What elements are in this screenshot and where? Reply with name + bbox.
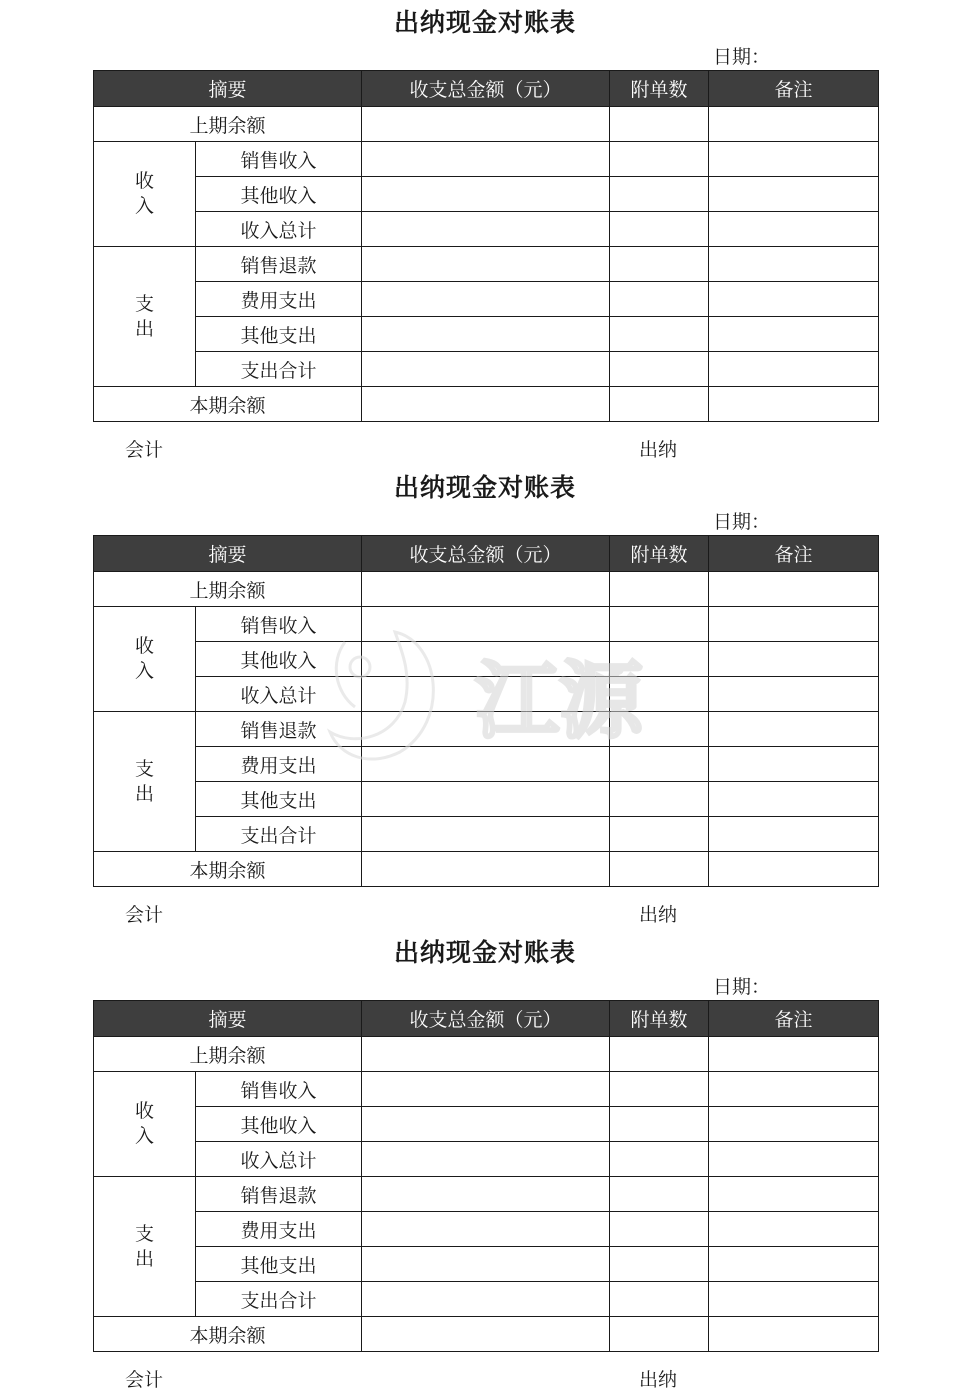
reconciliation-table: [93, 70, 879, 422]
table-row: [94, 212, 879, 247]
remarks-cell[interactable]: [709, 1107, 879, 1142]
row-label-other-expense: 其他支出: [196, 1247, 362, 1282]
table-row: [94, 1282, 879, 1317]
row-label-expense-total: 支出合计: [196, 1282, 362, 1317]
attachment-cell[interactable]: [610, 177, 709, 212]
remarks-cell[interactable]: [709, 142, 879, 177]
watermark-logo: [300, 612, 700, 772]
amount-cell[interactable]: [362, 1142, 610, 1177]
table-row: [94, 1072, 879, 1107]
amount-cell[interactable]: [362, 142, 610, 177]
remarks-cell[interactable]: [709, 642, 879, 677]
table-row: [94, 1317, 879, 1352]
group-label-expense: 支 出: [94, 712, 196, 852]
row-label-sales-income: 销售收入: [196, 1072, 362, 1107]
remarks-cell[interactable]: [709, 247, 879, 282]
header-summary: 摘要: [94, 71, 362, 107]
row-label-closing-balance: 本期余额: [94, 387, 362, 422]
cashier-signature-label: 出纳: [639, 904, 678, 926]
amount-cell[interactable]: [362, 317, 610, 352]
row-label-closing-balance: 本期余额: [94, 852, 362, 887]
amount-cell[interactable]: [362, 387, 610, 422]
accountant-signature-label: 会计: [125, 1369, 164, 1391]
row-label-fee-expense: 费用支出: [196, 1212, 362, 1247]
attachment-cell[interactable]: [610, 1037, 709, 1072]
remarks-cell[interactable]: [709, 1247, 879, 1282]
attachment-cell[interactable]: [610, 852, 709, 887]
table-row: [94, 177, 879, 212]
remarks-cell[interactable]: [709, 212, 879, 247]
table-row: [94, 142, 879, 177]
remarks-cell[interactable]: [709, 607, 879, 642]
row-label-sales-income: 销售收入: [196, 607, 362, 642]
row-label-other-expense: 其他支出: [196, 317, 362, 352]
remarks-cell[interactable]: [709, 317, 879, 352]
table-header-row: [94, 536, 879, 572]
table-row: [94, 572, 879, 607]
attachment-cell[interactable]: [610, 247, 709, 282]
row-label-other-income: 其他收入: [196, 1107, 362, 1142]
attachment-cell[interactable]: [610, 387, 709, 422]
header-attachment-count: 附单数: [610, 71, 709, 107]
remarks-cell[interactable]: [709, 1212, 879, 1247]
remarks-cell[interactable]: [709, 852, 879, 887]
table-row: [94, 317, 879, 352]
amount-cell[interactable]: [362, 852, 610, 887]
table-row: [94, 1247, 879, 1282]
group-label-expense: 支 出: [94, 247, 196, 387]
table-row: [94, 352, 879, 387]
row-label-sales-income: 销售收入: [196, 142, 362, 177]
reconciliation-table: [93, 1000, 879, 1352]
amount-cell[interactable]: [362, 212, 610, 247]
amount-cell[interactable]: [362, 572, 610, 607]
row-label-fee-expense: 费用支出: [196, 282, 362, 317]
sheet-title: 出纳现金对账表: [393, 8, 576, 37]
attachment-cell[interactable]: [610, 107, 709, 142]
attachment-cell[interactable]: [610, 317, 709, 352]
attachment-cell[interactable]: [610, 1317, 709, 1352]
attachment-cell[interactable]: [610, 1177, 709, 1212]
amount-cell[interactable]: [362, 1247, 610, 1282]
amount-cell[interactable]: [362, 1107, 610, 1142]
attachment-cell[interactable]: [610, 1142, 709, 1177]
attachment-cell[interactable]: [610, 1107, 709, 1142]
remarks-cell[interactable]: [709, 1037, 879, 1072]
amount-cell[interactable]: [362, 1072, 610, 1107]
row-label-sales-refund: 销售退款: [196, 1177, 362, 1212]
amount-cell[interactable]: [362, 1317, 610, 1352]
table-row: [94, 1107, 879, 1142]
amount-cell[interactable]: [362, 247, 610, 282]
table-row: [94, 817, 879, 852]
attachment-cell[interactable]: [610, 1282, 709, 1317]
attachment-cell[interactable]: [610, 782, 709, 817]
remarks-cell[interactable]: [709, 747, 879, 782]
row-label-opening-balance: 上期余额: [94, 107, 362, 142]
remarks-cell[interactable]: [709, 387, 879, 422]
amount-cell[interactable]: [362, 1177, 610, 1212]
header-attachment-count: 附单数: [610, 536, 709, 572]
header-total-amount: 收支总金额（元）: [362, 1001, 610, 1037]
table-row: [94, 1177, 879, 1212]
header-summary: 摘要: [94, 1001, 362, 1037]
attachment-cell[interactable]: [610, 352, 709, 387]
amount-cell[interactable]: [362, 1212, 610, 1247]
table-row: [94, 1212, 879, 1247]
remarks-cell[interactable]: [709, 782, 879, 817]
row-label-expense-total: 支出合计: [196, 817, 362, 852]
row-label-fee-expense: 费用支出: [196, 747, 362, 782]
amount-cell[interactable]: [362, 282, 610, 317]
watermark-text: 江源: [475, 652, 644, 750]
header-attachment-count: 附单数: [610, 1001, 709, 1037]
row-label-other-expense: 其他支出: [196, 782, 362, 817]
remarks-cell[interactable]: [709, 712, 879, 747]
remarks-cell[interactable]: [709, 1142, 879, 1177]
group-label-expense: 支 出: [94, 1177, 196, 1317]
attachment-cell[interactable]: [610, 572, 709, 607]
header-remarks: 备注: [709, 1001, 879, 1037]
cashier-signature-label: 出纳: [639, 1369, 678, 1391]
attachment-cell[interactable]: [610, 1072, 709, 1107]
accountant-signature-label: 会计: [125, 439, 164, 461]
header-total-amount: 收支总金额（元）: [362, 71, 610, 107]
remarks-cell[interactable]: [709, 282, 879, 317]
group-label-income: 收 入: [94, 142, 196, 247]
table-header-row: [94, 71, 879, 107]
attachment-cell[interactable]: [610, 817, 709, 852]
remarks-cell[interactable]: [709, 572, 879, 607]
amount-cell[interactable]: [362, 1037, 610, 1072]
row-label-income-total: 收入总计: [196, 1142, 362, 1177]
cashier-signature-label: 出纳: [639, 439, 678, 461]
header-total-amount: 收支总金额（元）: [362, 536, 610, 572]
table-row: [94, 782, 879, 817]
table-row: [94, 282, 879, 317]
attachment-cell[interactable]: [610, 142, 709, 177]
row-label-opening-balance: 上期余额: [94, 1037, 362, 1072]
row-label-income-total: 收入总计: [196, 677, 362, 712]
remarks-cell[interactable]: [709, 677, 879, 712]
header-remarks: 备注: [709, 536, 879, 572]
accountant-signature-label: 会计: [125, 904, 164, 926]
table-row: [94, 852, 879, 887]
table-row: [94, 1037, 879, 1072]
remarks-cell[interactable]: [709, 1317, 879, 1352]
table-row: [94, 107, 879, 142]
moon-logo-icon: [330, 632, 433, 759]
remarks-cell[interactable]: [709, 177, 879, 212]
row-label-sales-refund: 销售退款: [196, 247, 362, 282]
sheet-title: 出纳现金对账表: [393, 473, 576, 502]
group-label-income: 收 入: [94, 607, 196, 712]
amount-cell[interactable]: [362, 817, 610, 852]
remarks-cell[interactable]: [709, 817, 879, 852]
row-label-other-income: 其他收入: [196, 177, 362, 212]
header-summary: 摘要: [94, 536, 362, 572]
group-label-income: 收 入: [94, 1072, 196, 1177]
row-label-expense-total: 支出合计: [196, 352, 362, 387]
row-label-closing-balance: 本期余额: [94, 1317, 362, 1352]
table-header-row: [94, 1001, 879, 1037]
amount-cell[interactable]: [362, 352, 610, 387]
amount-cell[interactable]: [362, 177, 610, 212]
cash-reconciliation-sheet: [0, 930, 970, 1394]
table-row: [94, 247, 879, 282]
attachment-cell[interactable]: [610, 282, 709, 317]
amount-cell[interactable]: [362, 782, 610, 817]
amount-cell[interactable]: [362, 107, 610, 142]
header-remarks: 备注: [709, 71, 879, 107]
sheet-title: 出纳现金对账表: [393, 938, 576, 967]
remarks-cell[interactable]: [709, 107, 879, 142]
row-label-sales-refund: 销售退款: [196, 712, 362, 747]
date-label: 日期：: [713, 511, 771, 533]
attachment-cell[interactable]: [610, 1247, 709, 1282]
attachment-cell[interactable]: [610, 1212, 709, 1247]
table-row: [94, 1142, 879, 1177]
remarks-cell[interactable]: [709, 352, 879, 387]
attachment-cell[interactable]: [610, 212, 709, 247]
cash-reconciliation-sheet: [0, 0, 970, 464]
row-label-opening-balance: 上期余额: [94, 572, 362, 607]
row-label-income-total: 收入总计: [196, 212, 362, 247]
amount-cell[interactable]: [362, 1282, 610, 1317]
remarks-cell[interactable]: [709, 1177, 879, 1212]
date-label: 日期：: [713, 976, 771, 998]
date-label: 日期：: [713, 46, 771, 68]
remarks-cell[interactable]: [709, 1072, 879, 1107]
table-row: [94, 387, 879, 422]
remarks-cell[interactable]: [709, 1282, 879, 1317]
row-label-other-income: 其他收入: [196, 642, 362, 677]
